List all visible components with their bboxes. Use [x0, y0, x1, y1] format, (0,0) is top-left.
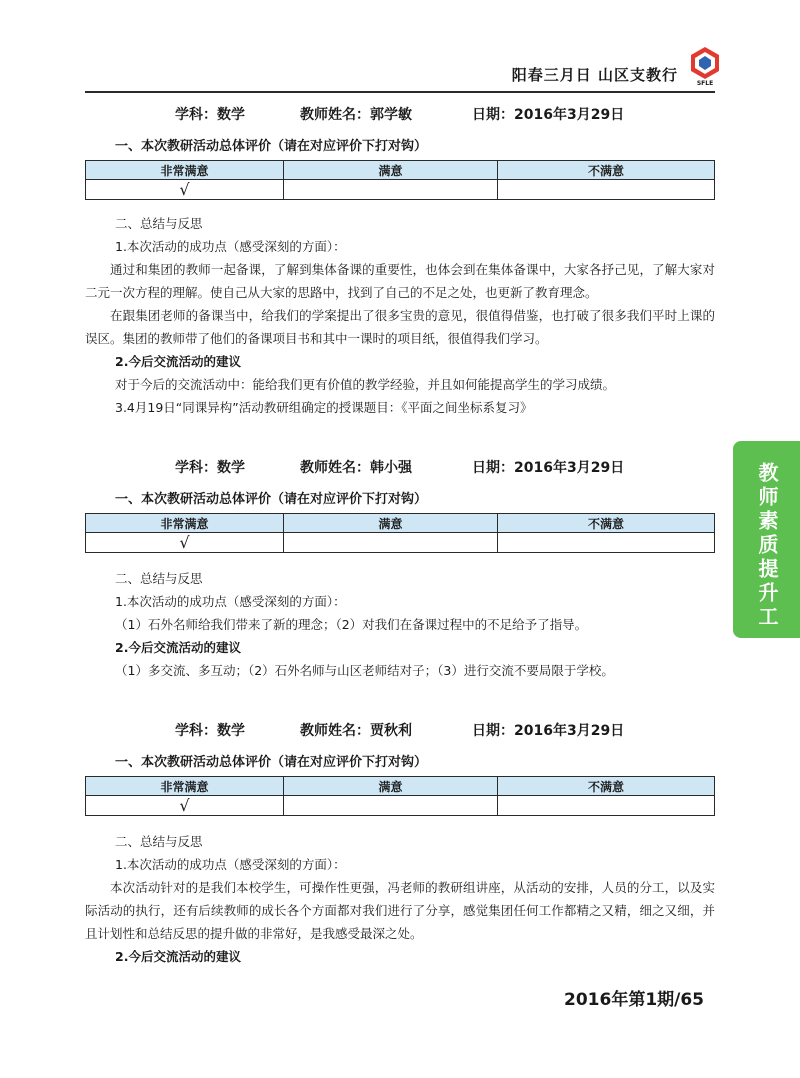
- success-heading: 1.本次活动的成功点（感受深刻的方面）：: [115, 239, 346, 254]
- success-paragraph: 本次活动针对的是我们本校学生，可操作性更强，冯老师的教研组讲座，从活动的安排，人员的分工，以及实际活动的执行，还有后续教师的成长各个方面都对我们进行了分享，感觉集团任何工作都精之又精，细之又细，并且计划性和总结反思的提升做的非常好，是我感受最深之处。: [85, 880, 715, 941]
- summary: [85, 212, 715, 419]
- success-text: （1）石外名师给我们带来了新的理念；（2）对我们在备课过程中的不足给予了指导。: [115, 617, 588, 632]
- teacher-name: 教师姓名：韩小强: [300, 460, 412, 476]
- logo-text: SFLE: [696, 80, 714, 86]
- empty-cell[interactable]: [498, 533, 715, 553]
- side-tab: [688, 441, 800, 638]
- eval-heading: 一、本次教研活动总体评价（请在对应评价下打对钩）: [115, 139, 428, 154]
- empty-cell[interactable]: [498, 796, 715, 816]
- teacher-name: 教师姓名：贾秋利: [300, 723, 412, 739]
- suggest-text: 对于今后的交流活动中：能给我们更有价值的教学经验，并且如何能提高学生的学习成绩。: [115, 377, 616, 392]
- suggest-heading: 2.今后交流活动的建议: [115, 354, 241, 369]
- col-unsatisfied: 不满意: [498, 777, 715, 796]
- header-title: 阳春三月日 山区支教行: [511, 66, 678, 84]
- summary-heading: 二、总结与反思: [115, 834, 203, 849]
- eval-heading: 一、本次教研活动总体评价（请在对应评价下打对钩）: [115, 755, 428, 770]
- success-paragraph: 在跟集团老师的备课当中，给我们的学案提出了很多宝贵的意见，很值得借鉴，也打破了很多我们平时上课的误区。集团的教师带了他们的备课项目书和其中一课时的项目纸，很值得我们学习。: [85, 308, 715, 346]
- header-divider: [85, 91, 715, 93]
- col-very-satisfied: 非常满意: [86, 514, 284, 533]
- summary-heading: 二、总结与反思: [115, 216, 203, 231]
- col-unsatisfied: 不满意: [498, 161, 715, 180]
- eval-heading: 一、本次教研活动总体评价（请在对应评价下打对钩）: [115, 492, 428, 507]
- side-tab-label: 教师素质提升工程: [688, 461, 779, 630]
- date: 日期：2016年3月29日: [472, 460, 625, 476]
- page-footer: 2016年第1期/65: [564, 990, 705, 1010]
- subject: 学科：数学: [175, 107, 245, 123]
- teacher-name: 教师姓名：郭学敏: [300, 107, 412, 123]
- check-cell[interactable]: √: [86, 796, 284, 816]
- success-heading: 1.本次活动的成功点（感受深刻的方面）：: [115, 594, 346, 609]
- date: 日期：2016年3月29日: [472, 723, 625, 739]
- suggest-heading: 2.今后交流活动的建议: [115, 640, 241, 655]
- col-satisfied: 满意: [284, 514, 498, 533]
- empty-cell[interactable]: [498, 180, 715, 200]
- summary-heading: 二、总结与反思: [115, 571, 203, 586]
- col-satisfied: 满意: [284, 161, 498, 180]
- suggest-heading: 2.今后交流活动的建议: [115, 949, 241, 964]
- record-1: [85, 104, 715, 424]
- subject: 学科：数学: [175, 723, 245, 739]
- topic-text: 3.4月19日“同课异构”活动教研组确定的授课题目：《平面之间坐标系复习》: [115, 400, 533, 415]
- school-logo: [688, 46, 722, 86]
- record-2: [85, 457, 715, 687]
- summary: [85, 567, 715, 682]
- evaluation-table: [85, 513, 715, 553]
- evaluation-table: [85, 160, 715, 200]
- col-unsatisfied: 不满意: [498, 514, 715, 533]
- success-paragraph: 通过和集团的教师一起备课，了解到集体备课的重要性，也体会到在集体备课中，大家各抒己见，了解大家对二元一次方程的理解。使自己从大家的思路中，找到了自己的不足之处，也更新了教育理念。: [85, 262, 715, 300]
- check-cell[interactable]: √: [86, 180, 284, 200]
- evaluation-table: [85, 776, 715, 816]
- check-cell[interactable]: √: [86, 533, 284, 553]
- success-heading: 1.本次活动的成功点（感受深刻的方面）：: [115, 857, 346, 872]
- empty-cell[interactable]: [284, 180, 498, 200]
- col-very-satisfied: 非常满意: [86, 777, 284, 796]
- subject: 学科：数学: [175, 460, 245, 476]
- suggest-text: （1）多交流、多互动；（2）石外名师与山区老师结对子；（3）进行交流不要局限于学校。: [115, 663, 614, 678]
- date: 日期：2016年3月29日: [472, 107, 625, 123]
- summary: [85, 830, 715, 968]
- col-satisfied: 满意: [284, 777, 498, 796]
- col-very-satisfied: 非常满意: [86, 161, 284, 180]
- record-3: [85, 720, 715, 975]
- empty-cell[interactable]: [284, 796, 498, 816]
- empty-cell[interactable]: [284, 533, 498, 553]
